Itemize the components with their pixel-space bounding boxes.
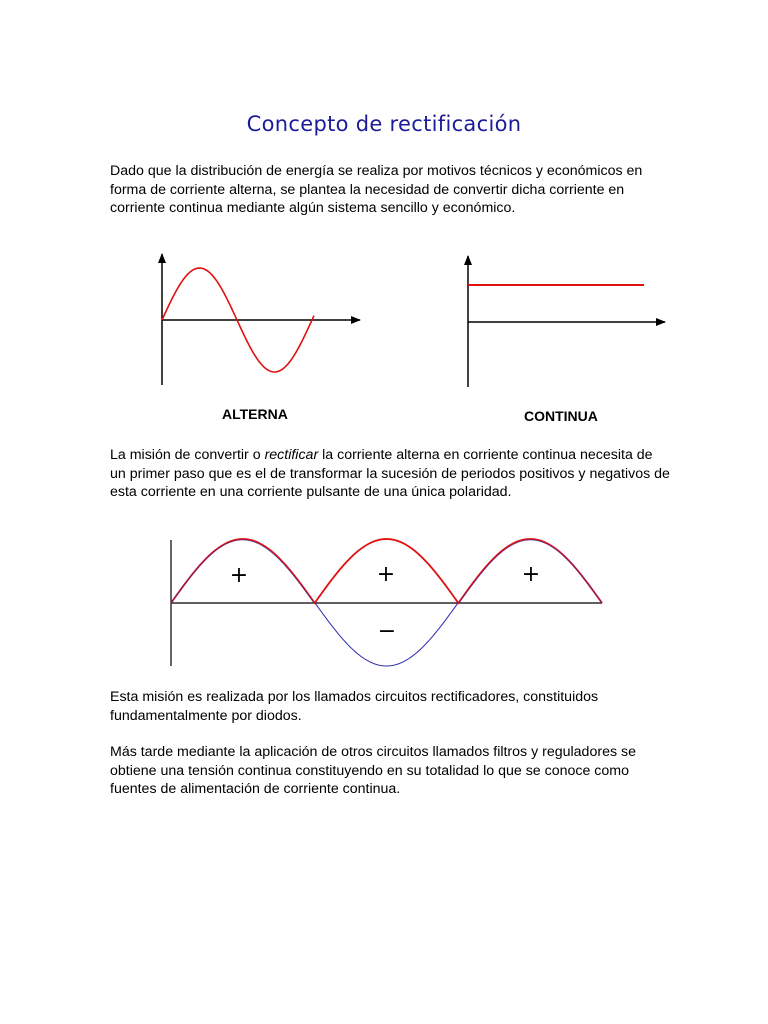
paragraph-filters: Más tarde mediante la aplicación de otros circuitos llamados filtros y reguladores se obtiene una tensión continua constituyendo en su totalidad lo que se conoce como fuentes de alimentación de corriente continua.	[110, 744, 636, 797]
p2-emphasis-rectificar: rectificar	[264, 447, 319, 463]
ac-diagram	[162, 254, 360, 385]
continua-label: CONTINUA	[524, 408, 598, 424]
plus-sign-3: +	[521, 562, 541, 587]
alterna-label: ALTERNA	[222, 406, 288, 422]
rectified-diagram	[171, 539, 602, 666]
dc-diagram	[468, 256, 665, 387]
paragraph-rectifiers: Esta misión es realizada por los llamados circuitos rectificadores, constituidos fundamentalmente por diodos.	[110, 689, 599, 724]
plus-sign-1: +	[229, 563, 249, 588]
minus-sign: −	[377, 619, 397, 644]
paragraph-intro: Dado que la distribución de energía se realiza por motivos técnicos y económicos en forma de corriente alterna, se plantea la necesidad de convertir dicha corriente en corriente continua mediante algún sistema sencillo y económico.	[110, 163, 643, 216]
paragraph-rectify	[110, 446, 670, 502]
p2-text-after: la corriente alterna en corriente continua necesita de un primer paso que es el de transformar la sucesión de periodos positivos y negativos de esta corriente en una corriente pulsante de una única polaridad.	[110, 447, 670, 500]
page-title: Concepto de rectificación	[246, 112, 522, 136]
p2-text-before: La misión de convertir o	[110, 447, 265, 463]
plus-sign-2: +	[376, 562, 396, 587]
